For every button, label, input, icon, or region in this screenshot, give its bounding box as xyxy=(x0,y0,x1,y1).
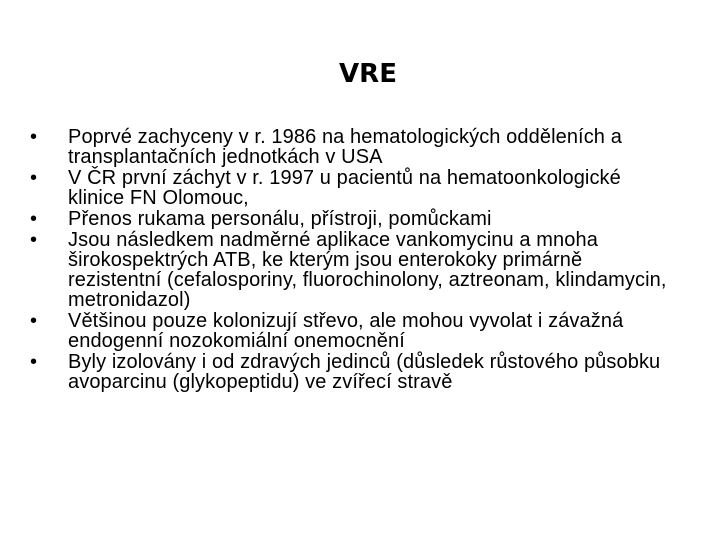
bullet-item-5 xyxy=(30,311,680,351)
bullet-item-3 xyxy=(30,209,680,229)
bullet-text: Jsou následkem nadměrné aplikace vankomycinu a mnoha širokospektrých ATB, ke kterým jsou enterokoky primárně rezistentní (cefalosporiny, fluorochinolony, aztreonam, klindamycin, metronidazol) xyxy=(68,229,667,311)
bullet-text: V ČR první záchyt v r. 1997 u pacientů na hematoonkologické klinice FN Olomouc, xyxy=(68,167,621,209)
bullet-icon: • xyxy=(30,208,38,230)
bullet-item-4 xyxy=(30,230,680,310)
slide-title: VRE xyxy=(339,59,397,89)
bullet-text: Poprvé zachyceny v r. 1986 na hematologických odděleních a transplantačních jednotkách v USA xyxy=(68,126,622,168)
bullet-icon: • xyxy=(30,351,38,373)
bullet-item-2 xyxy=(30,168,680,208)
bullet-item-6 xyxy=(30,352,680,392)
bullet-icon: • xyxy=(30,126,38,148)
bullet-text: Většinou pouze kolonizují střevo, ale mohou vyvolat i závažná endogenní nozokomiální onemocnění xyxy=(68,310,624,352)
bullet-icon: • xyxy=(30,229,38,251)
bullet-icon: • xyxy=(30,167,38,189)
bullet-text: Přenos rukama personálu, přístroji, pomůckami xyxy=(68,208,492,230)
bullet-icon: • xyxy=(30,310,38,332)
bullet-item-1 xyxy=(30,127,680,167)
bullet-list xyxy=(30,127,680,393)
bullet-text: Byly izolovány i od zdravých jedinců (důsledek růstového působku avoparcinu (glykopeptidu) ve zvířecí stravě xyxy=(68,351,661,393)
